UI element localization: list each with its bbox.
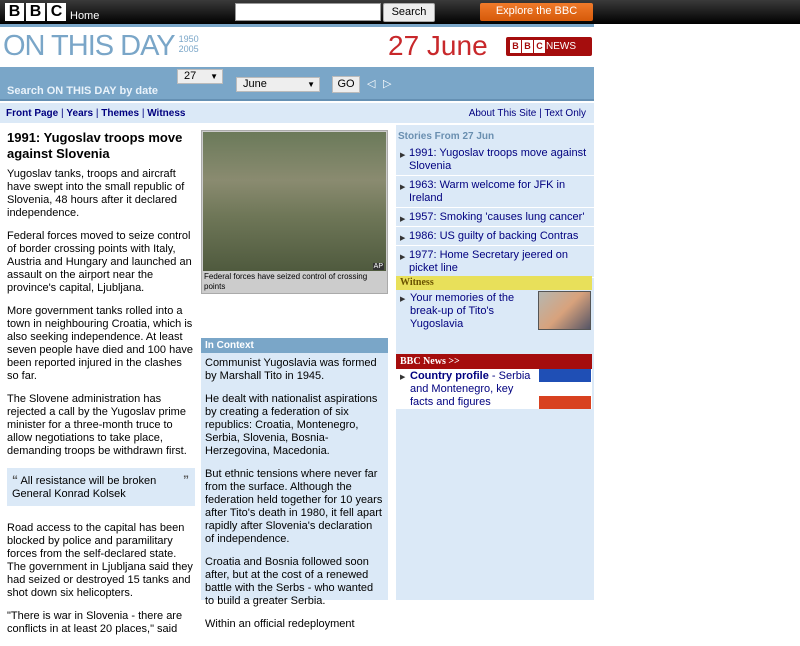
nav-front-page[interactable]: Front Page: [6, 108, 59, 119]
country-profile-box: [396, 369, 592, 409]
stories-title: Stories From 27 Jun: [398, 131, 495, 142]
context-paragraph: Croatia and Bosnia followed soon after, but at the cost of a renewed battle with the Serbs - who wanted to build a greater Serbia.: [205, 556, 374, 607]
year-start: 1950: [178, 34, 199, 44]
current-date: 27 June: [388, 30, 488, 61]
story-link[interactable]: ▶ 1991: Yugoslav troops move against Slovenia: [396, 147, 594, 176]
article-paragraph: Road access to the capital has been blocked by police and paramilitary forces from the self-declared state. The government in Ljubljana said they had seized or destroyed 15 tanks and shot down six helicopters.: [7, 522, 193, 599]
home-link[interactable]: Home: [70, 10, 100, 22]
next-day-icon[interactable]: ▷: [383, 78, 392, 90]
bbc-logo[interactable]: B: [5, 3, 24, 21]
quote-text: All resistance will be broken: [20, 475, 157, 487]
bullet-icon: ▶: [400, 296, 406, 303]
serbia-montenegro-flag: [539, 369, 591, 409]
title-row: [3, 30, 199, 63]
article-headline: 1991: Yugoslav troops move against Slovenia: [7, 130, 183, 161]
country-profile-link[interactable]: Country profile: [410, 370, 489, 382]
photo-credit: AP: [373, 263, 383, 270]
article-paragraph: The Slovene administration has rejected a call by the Yugoslav prime minister for a three-month truce to allow negotiations to take place, demanding troops be withdrawn first.: [7, 393, 187, 457]
quote-author: General Konrad Kolsek: [12, 488, 126, 500]
bbc-logo[interactable]: B: [26, 3, 45, 21]
in-context-box: [201, 338, 388, 630]
bullet-icon: ▶: [400, 254, 406, 261]
photo-caption: Federal forces have seized control of crossing points: [204, 272, 368, 291]
context-paragraph: But ethnic tensions where never far from the surface. Although the federation held together for 10 years after Tito's death in 1980, it fell apart rapidly after Slovenia's declaration of independence.: [205, 468, 383, 545]
witness-header: Witness: [396, 276, 592, 290]
day-select[interactable]: 27 ▼: [177, 69, 223, 84]
explore-bbc-button[interactable]: Explore the BBC: [480, 3, 593, 21]
date-search-label: Search ON THIS DAY by date: [7, 85, 158, 97]
context-paragraph: Within an official redeployment: [205, 618, 355, 630]
story-link[interactable]: ▶ 1986: US guilty of backing Contras: [396, 230, 594, 246]
nav-themes[interactable]: Themes: [101, 108, 140, 119]
dropdown-arrow-icon: ▼: [307, 80, 315, 89]
in-context-title: In Context: [201, 338, 388, 353]
open-quote-icon: “: [12, 473, 18, 487]
pull-quote: [7, 468, 195, 506]
date-search-bar: [0, 67, 594, 101]
search-button[interactable]: Search: [383, 3, 435, 22]
story-link[interactable]: ▶ 1957: Smoking 'causes lung cancer': [396, 211, 594, 227]
story-link[interactable]: ▶ 1977: Home Secretary jeered on picket line: [396, 249, 594, 278]
nav-witness[interactable]: Witness: [147, 108, 186, 119]
divider: [0, 24, 594, 27]
article-photo: [201, 130, 388, 294]
year-end: 2005: [178, 44, 199, 54]
nav-years[interactable]: Years: [66, 108, 94, 119]
bullet-icon: ▶: [400, 235, 406, 242]
top-bar: [0, 0, 800, 24]
month-select[interactable]: June ▼: [236, 77, 320, 92]
bbc-news-header[interactable]: BBC News >>: [396, 354, 592, 369]
bullet-icon: ▶: [400, 184, 406, 191]
article-paragraph: Yugoslav tanks, troops and aircraft have swept into the small republic of Slovenia, 48 hours after it declared independence.: [7, 168, 185, 219]
bullet-icon: ▶: [400, 374, 406, 381]
article-paragraph: More government tanks rolled into a town in neighbouring Croatia, which is also seeking independence. At least seven people have died and 100 have been reported injured in the clashes so far.: [7, 305, 193, 382]
nav-bar: Front Page | Years | Themes | Witness About This Site | Text Only: [0, 103, 594, 123]
country-profile-text[interactable]: - Serbia and Montenegro, key facts and figures: [410, 370, 531, 408]
go-button[interactable]: GO: [332, 76, 360, 93]
previous-day-icon[interactable]: ◁: [367, 78, 376, 90]
bullet-icon: ▶: [400, 216, 406, 223]
close-quote-icon: ”: [183, 473, 189, 487]
witness-link[interactable]: Your memories of the break-up of Tito's Yugoslavia: [410, 292, 515, 330]
context-paragraph: He dealt with nationalist aspirations by creating a federation of six republics: Croatia, Montenegro, Serbia, Slovenia, Bosnia-Herzegovina, Macedonia.: [205, 393, 378, 457]
article-paragraph: Federal forces moved to seize control of border crossing points with Italy, Austria and Hungary and launched an assault on the airport near the province's capital, Ljubljana.: [7, 230, 192, 294]
article-paragraph: "There is war in Slovenia - there are conflicts in at least 20 places," said: [7, 610, 183, 635]
bbc-news-logo[interactable]: B B C NEWS: [506, 37, 592, 56]
nav-about[interactable]: About This Site: [468, 108, 537, 119]
photo-image: [203, 132, 386, 271]
right-sidebar: [396, 125, 594, 600]
tito-photo[interactable]: [538, 291, 591, 330]
bbc-logo[interactable]: C: [47, 3, 66, 21]
story-link[interactable]: ▶ 1963: Warm welcome for JFK in Ireland: [396, 179, 594, 208]
dropdown-arrow-icon: ▼: [210, 72, 218, 81]
year-range: [179, 34, 199, 54]
page-title: ON THIS DAY: [3, 30, 175, 62]
nav-text-only[interactable]: Text Only: [544, 108, 586, 119]
article: [7, 130, 195, 646]
search-input[interactable]: [235, 3, 381, 21]
context-paragraph: Communist Yugoslavia was formed by Marshall Tito in 1945.: [205, 357, 377, 382]
bullet-icon: ▶: [400, 152, 406, 159]
